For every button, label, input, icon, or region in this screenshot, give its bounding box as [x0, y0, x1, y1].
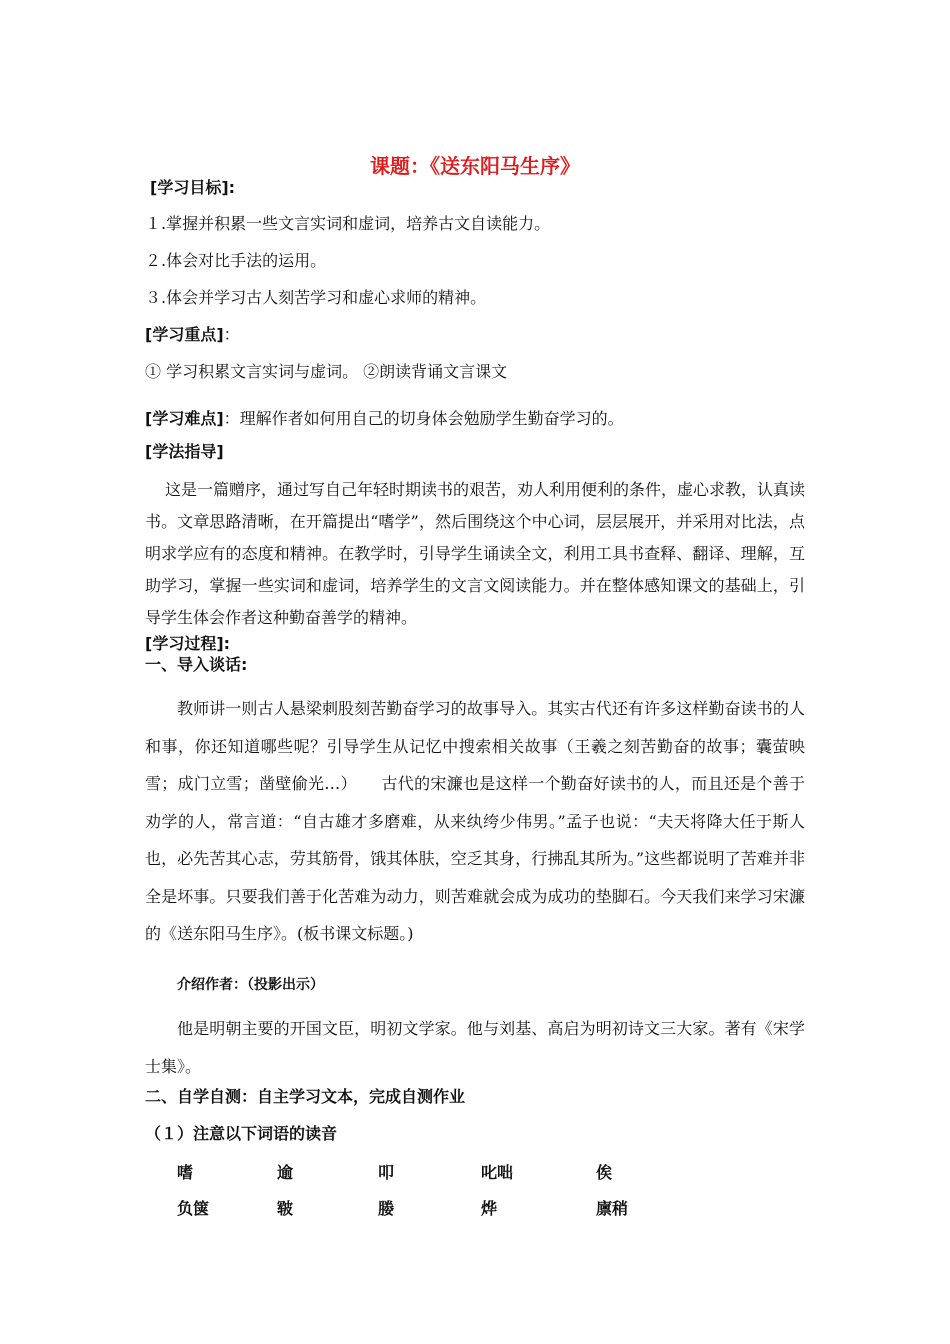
word-item: 逾 — [277, 1163, 294, 1182]
word-item: 叩 — [378, 1163, 395, 1182]
word-item: 廪稍 — [596, 1199, 629, 1218]
goal-item-3: ３.体会并学习古人刻苦学习和虚心求师的精神。 — [145, 288, 487, 307]
intro-paragraph — [145, 690, 805, 953]
guidance-paragraph — [145, 474, 805, 634]
intro-text: 教师讲一则古人悬梁刺股刻苦勤奋学习的故事导入。其实古代还有许多这样勤奋读书的人和事，你还知道哪些呢？引导学生从记忆中搜索相关故事（王羲之刻苦勤奋的故事；囊萤映雪；成门立雪；凿壁偷光…） 古代的宋濂也是这样一个勤奋好读书的人，而且还是个善于劝学的人，常言道：“自古雄才多磨难，从来纨绔少伟男。”孟子也说：“夫天将降大任于斯人也，必先苦其心志，劳其筋骨，饿其体肤，空乏其身，行拂乱其所为。”这些都说明了苦难并非全是坏事。只要我们善于化苦难为动力，则苦难就会成为成功的垫脚石。今天我们来学习宋濂的《送东阳马生序》。(板书课文标题。) — [145, 699, 805, 943]
key-points-text: ① 学习积累文言实词与虚词。 ②朗读背诵文言课文 — [145, 362, 508, 381]
page-title: 课题：《送东阳马生序》 — [370, 154, 580, 178]
difficulty-heading: [学习难点] — [145, 409, 224, 428]
pronunciation-heading: （１）注意以下词语的读音 — [145, 1124, 338, 1143]
key-points-heading-suffix: ： — [223, 325, 240, 344]
author-text: 他是明朝主要的开国文臣，明初文学家。他与刘基、高启为明初诗文三大家。著有《宋学士集》。 — [145, 1019, 805, 1076]
goal-item-1: １.掌握并积累一些文言实词和虚词，培养古文自读能力。 — [145, 214, 551, 233]
author-heading: 介绍作者：（投影出示） — [177, 977, 324, 993]
word-item: 叱咄 — [481, 1163, 514, 1182]
word-item: 媵 — [378, 1199, 395, 1218]
goals-heading: [学习目标]: — [150, 178, 236, 197]
section2-heading: 二、自学自测：自主学习文本，完成自测作业 — [145, 1087, 466, 1106]
process-heading: [学习过程]: — [145, 634, 231, 653]
difficulty-line — [145, 409, 624, 429]
word-item: 俟 — [596, 1163, 613, 1182]
goal-item-2: ２.体会对比手法的运用。 — [145, 251, 327, 270]
word-item: 负箧 — [177, 1199, 210, 1218]
key-points-heading-line — [145, 325, 240, 345]
key-points-heading: [学习重点] — [145, 325, 224, 344]
difficulty-text: ：理解作者如何用自己的切身体会勉励学生勤奋学习的。 — [223, 409, 624, 428]
word-item: 烨 — [481, 1199, 498, 1218]
guidance-text: 这是一篇赠序，通过写自己年轻时期读书的艰苦，劝人利用便利的条件，虚心求教，认真读书。文章思路清晰，在开篇提出“嗜学”，然后围绕这个中心词，层层展开，并采用对比法，点明求学应有的态度和精神。在教学时，引导学生诵读全文，利用工具书查释、翻译、理解，互助学习，掌握一些实词和虚词，培养学生的文言文阅读能力。并在整体感知课文的基础上，引导学生体会作者这种勤奋善学的精神。 — [145, 480, 806, 627]
word-item: 皲 — [277, 1199, 294, 1218]
author-paragraph — [145, 1010, 805, 1086]
word-item: 嗜 — [177, 1163, 194, 1182]
guidance-heading: [学法指导] — [145, 442, 224, 461]
section1-heading: 一、导入谈话: — [145, 655, 248, 674]
